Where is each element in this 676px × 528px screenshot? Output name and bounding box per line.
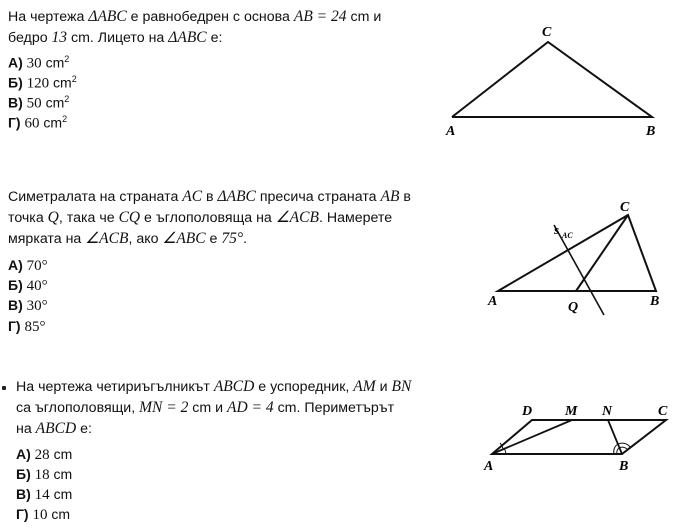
option-letter: А) <box>16 446 31 462</box>
bisector-label-s: s <box>554 222 560 237</box>
text: Симетралата на страната <box>8 189 183 205</box>
option-value: 28 <box>34 447 50 463</box>
math: ABCD <box>35 420 77 437</box>
text: е: <box>76 421 92 437</box>
option-unit: cm <box>45 54 65 71</box>
math: ∠ABC <box>162 230 206 247</box>
option-exp: 2 <box>64 94 70 104</box>
text: cm. Лицето на <box>67 30 169 46</box>
text: е успоредник, <box>254 379 354 395</box>
option-value: 30 <box>26 55 42 72</box>
figure-perpendicular-bisector <box>480 195 676 320</box>
option-value: 40° <box>26 278 48 294</box>
text: е равнобедрен с основа <box>126 9 294 25</box>
option-value: 60 <box>24 115 40 132</box>
math: AD = 4 <box>227 399 274 416</box>
text: е ъглополовяща на <box>140 210 276 226</box>
problem-3-line-3 <box>16 418 92 440</box>
triangle-abc <box>498 215 656 291</box>
math: 13 <box>51 29 68 46</box>
math: ∠ACB <box>85 230 129 247</box>
text: мярката на <box>8 231 86 247</box>
text: . <box>243 231 248 247</box>
option-a[interactable] <box>8 257 48 275</box>
figure-isosceles-triangle <box>430 20 670 150</box>
text: cm. Периметърът <box>273 400 395 416</box>
math: CQ <box>118 209 141 226</box>
text: точка <box>8 210 48 226</box>
option-exp: 2 <box>64 54 70 64</box>
option-value: 70° <box>26 258 48 274</box>
vertex-label-c: C <box>658 404 668 419</box>
text: На чертежа четириъгълникът <box>16 379 214 395</box>
parallelogram-abcd <box>492 420 666 454</box>
option-letter: Г) <box>8 114 21 131</box>
math: BN <box>391 378 412 395</box>
text: cm и <box>188 400 228 416</box>
math: ΔABC <box>88 8 127 25</box>
text: са ъглополовящи, <box>16 400 140 416</box>
point-label-n: N <box>602 404 613 419</box>
math: MN = 2 <box>139 399 189 416</box>
option-letter: Б) <box>8 74 23 91</box>
text: cm и <box>346 9 382 25</box>
math: AM <box>353 378 376 395</box>
option-value: 10 <box>32 507 48 523</box>
option-c[interactable] <box>8 94 69 113</box>
option-letter: Б) <box>8 277 23 293</box>
option-letter: Г) <box>16 506 29 522</box>
text: в <box>399 189 411 205</box>
vertex-label-c: C <box>542 25 552 40</box>
problem-2-line-2 <box>8 207 392 229</box>
problem-3-line-2 <box>16 397 394 419</box>
text: и <box>375 379 392 395</box>
vertex-label-b: B <box>646 124 656 139</box>
option-letter: В) <box>16 486 31 502</box>
option-exp: 2 <box>62 114 68 124</box>
math: ΔABC <box>168 29 207 46</box>
option-b[interactable] <box>8 277 48 295</box>
option-unit: cm <box>53 486 73 502</box>
option-letter: А) <box>8 54 23 71</box>
option-d[interactable] <box>8 318 46 336</box>
vertex-label-a: A <box>446 124 456 139</box>
point-label-m: M <box>565 404 578 419</box>
vertex-label-b: B <box>650 294 660 309</box>
vertex-label-b: B <box>619 459 629 474</box>
option-letter: Г) <box>8 318 21 334</box>
text: . Намерете <box>318 210 393 226</box>
option-value: 120 <box>26 75 50 92</box>
option-b[interactable] <box>8 74 77 93</box>
point-label-q: Q <box>568 300 579 315</box>
option-value: 30° <box>26 298 48 314</box>
option-unit: cm <box>53 466 73 482</box>
problem-1-line-1 <box>8 6 381 28</box>
math: ∠ACB <box>275 209 319 226</box>
problem-2-line-3 <box>8 228 247 250</box>
bisector-bn <box>608 420 622 454</box>
option-unit: cm <box>51 506 71 522</box>
option-exp: 2 <box>71 74 77 84</box>
math: ABCD <box>213 378 255 395</box>
text: е: <box>206 30 223 46</box>
problem-1-line-2 <box>8 27 222 49</box>
text: е <box>205 231 222 247</box>
option-unit: cm <box>53 446 73 462</box>
option-a[interactable] <box>16 446 72 464</box>
figure-parallelogram <box>478 398 674 478</box>
option-value: 50 <box>26 95 42 112</box>
option-unit: cm <box>53 74 72 91</box>
option-unit: cm <box>43 114 63 131</box>
option-b[interactable] <box>16 466 72 484</box>
option-letter: Б) <box>16 466 31 482</box>
text: , ако <box>128 231 163 247</box>
text: бедро <box>8 30 52 46</box>
vertex-label-c: C <box>620 200 630 215</box>
option-d[interactable] <box>16 506 70 524</box>
option-c[interactable] <box>8 297 48 315</box>
vertex-label-d: D <box>522 404 533 419</box>
bisector-label-subscript: AC <box>562 231 573 240</box>
option-letter: В) <box>8 297 23 313</box>
option-d[interactable] <box>8 114 67 133</box>
option-letter: В) <box>8 94 23 111</box>
vertex-label-a: A <box>484 459 494 474</box>
math: AC <box>182 188 203 205</box>
vertex-label-a: A <box>488 294 498 309</box>
problem-3-line-1 <box>16 376 411 398</box>
option-unit: cm <box>45 94 65 111</box>
math: ΔABC <box>217 188 256 205</box>
math: Q <box>47 209 59 226</box>
triangle-abc <box>452 42 652 117</box>
text: на <box>16 421 36 437</box>
bullet <box>2 386 6 390</box>
option-value: 14 <box>34 487 50 503</box>
problem-2-line-1 <box>8 186 411 208</box>
option-letter: А) <box>8 257 23 273</box>
option-value: 85° <box>24 319 46 335</box>
option-c[interactable] <box>16 486 72 504</box>
option-value: 18 <box>34 467 50 483</box>
math: 75° <box>221 230 244 247</box>
text: , така че <box>58 210 119 226</box>
text: пресича страната <box>255 189 381 205</box>
text: На чертежа <box>8 9 89 25</box>
option-a[interactable] <box>8 54 69 73</box>
math: AB <box>380 188 400 205</box>
math: AB = 24 <box>293 8 347 25</box>
text: в <box>202 189 218 205</box>
